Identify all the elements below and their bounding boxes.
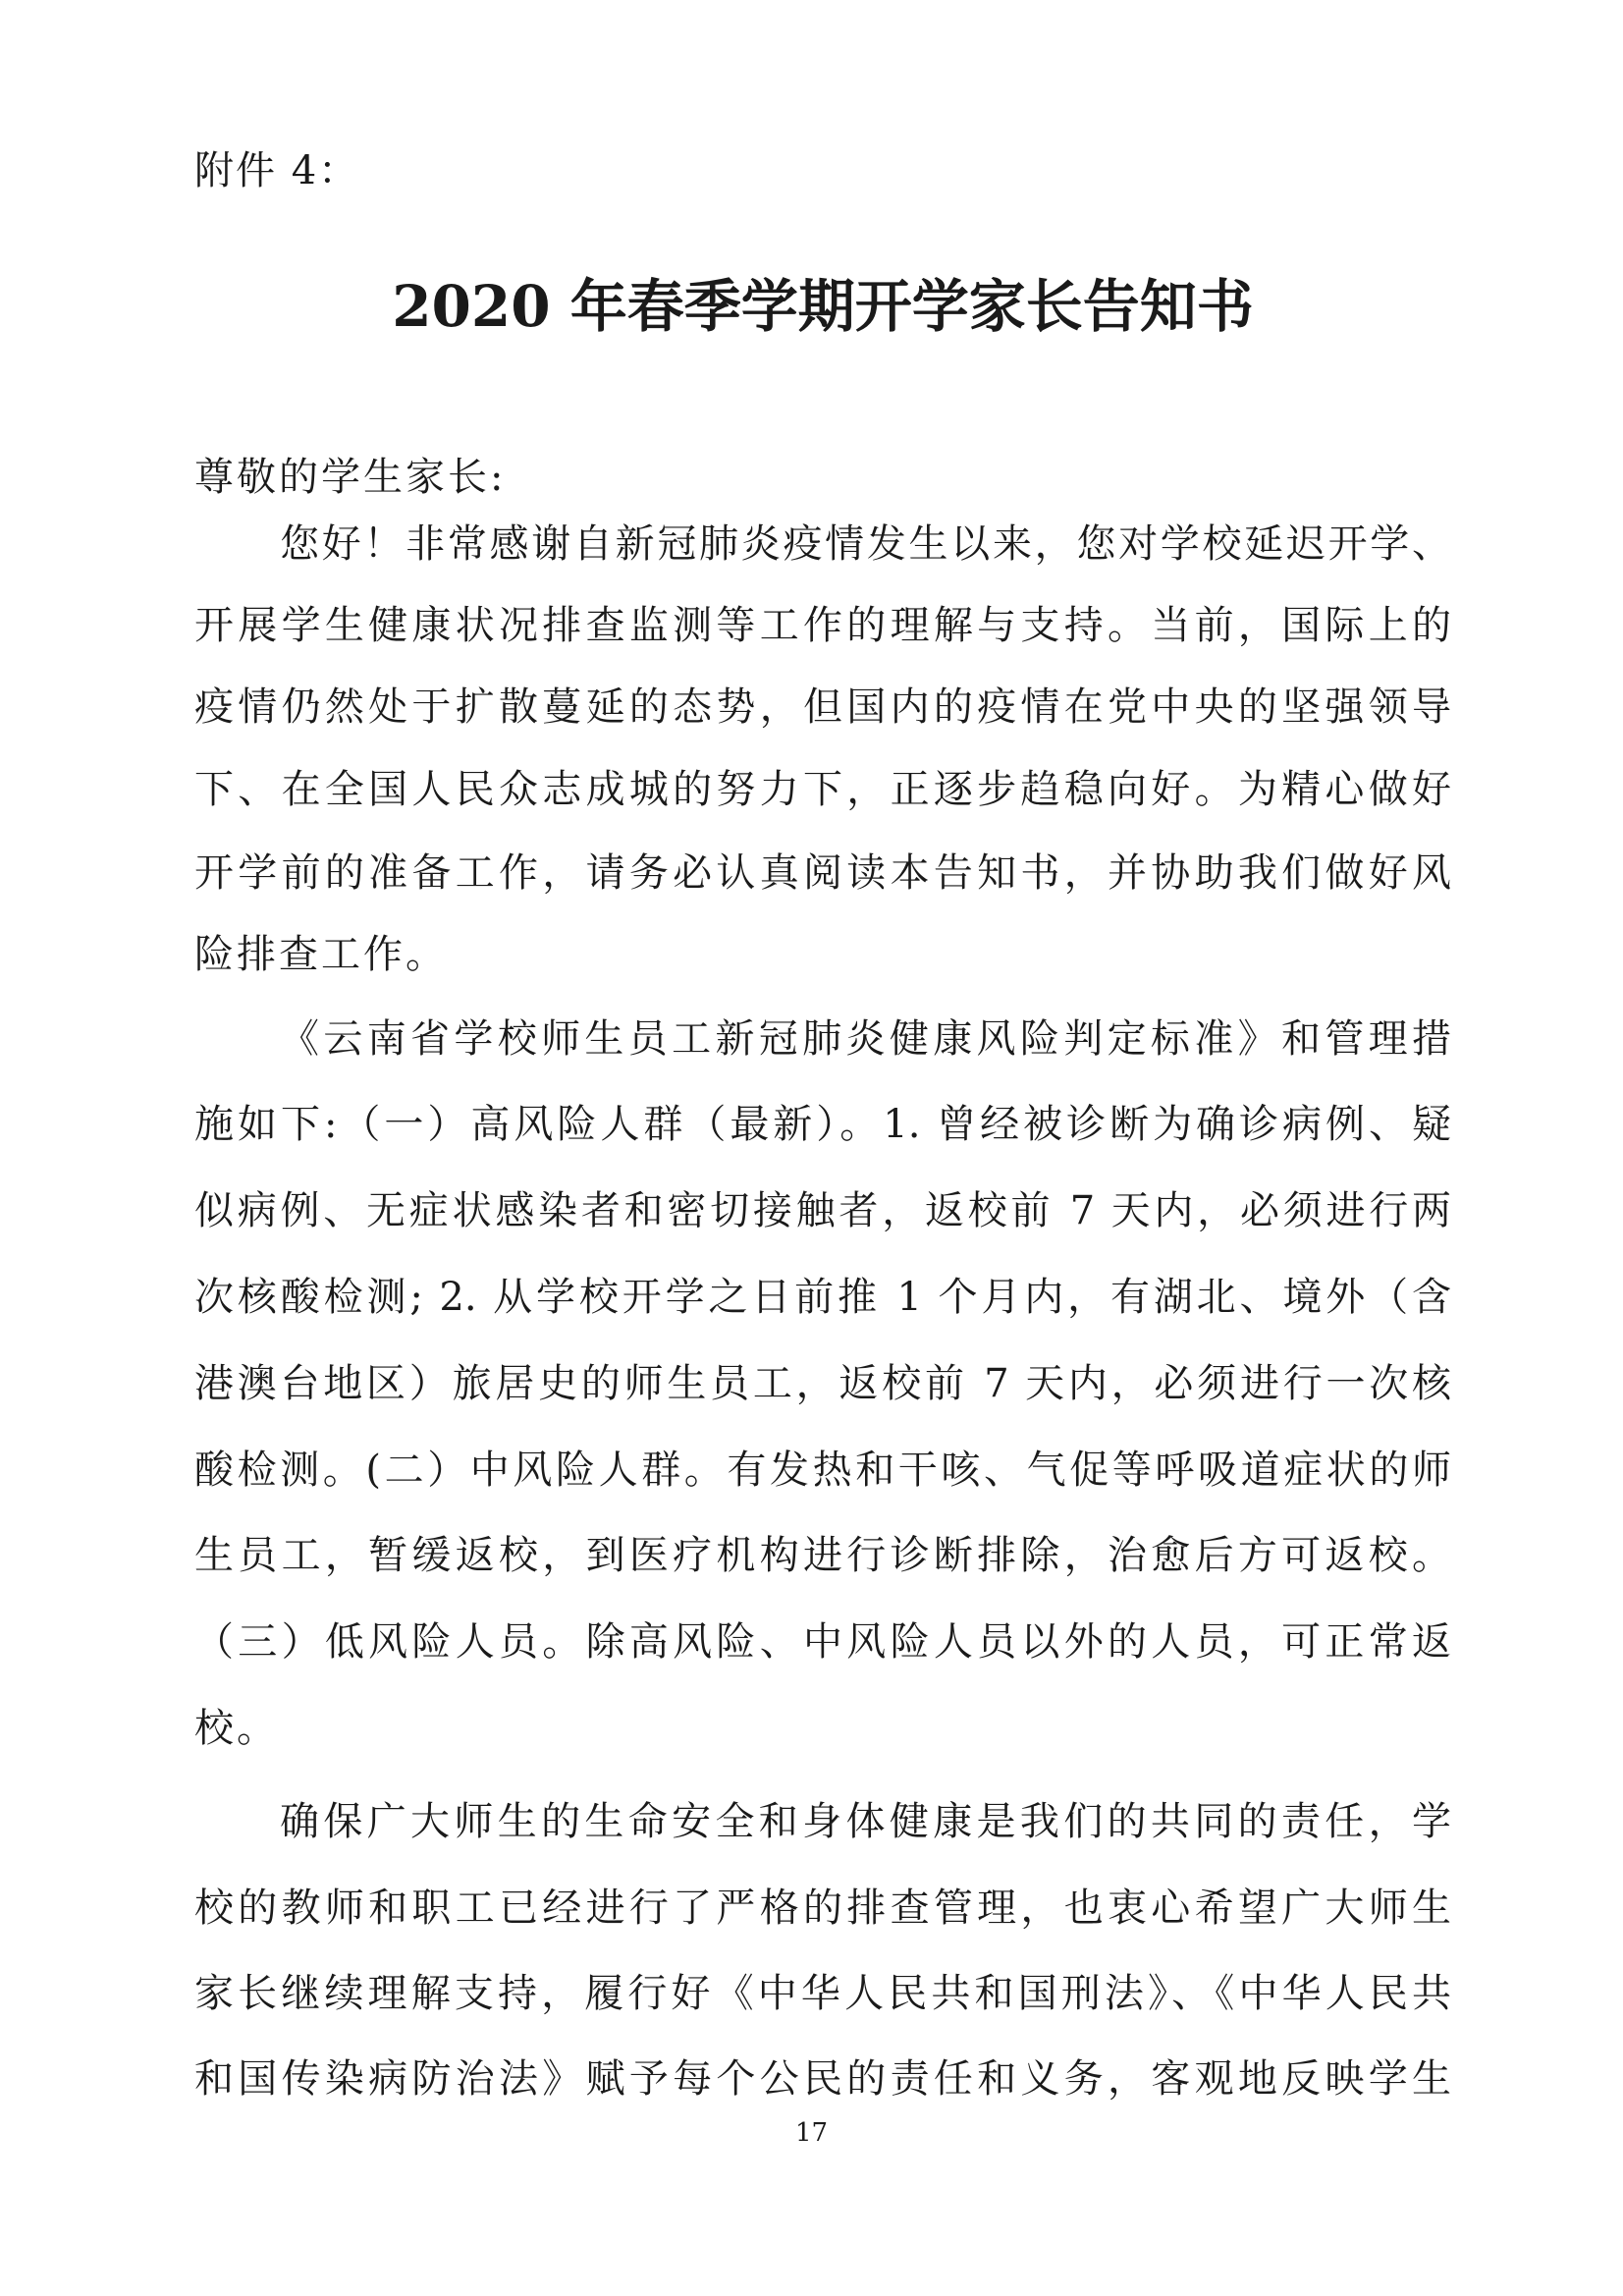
paragraph-line: 酸检测。(二）中风险人群。有发热和干咳、气促等呼吸道症状的师	[194, 1448, 1451, 1493]
paragraph-line: 施如下:（一）高风险人群（最新）。1. 曾经被诊断为确诊病例、疑	[194, 1102, 1451, 1147]
paragraph-line: （三）低风险人员。除高风险、中风险人员以外的人员，可正常返	[194, 1619, 1451, 1665]
paragraph-line: 开学前的准备工作，请务必认真阅读本告知书，并协助我们做好风	[194, 850, 1451, 896]
paragraph-line: 家长继续理解支持，履行好《中华人民共和国刑法》、《中华人民共	[194, 1971, 1451, 2016]
paragraph-line: 开展学生健康状况排查监测等工作的理解与支持。当前，国际上的	[194, 603, 1451, 648]
page-number: 17	[794, 2118, 829, 2148]
paragraph-line: 似病例、无症状感染者和密切接触者，返校前 7 天内，必须进行两	[194, 1188, 1451, 1233]
paragraph-line: 您好！非常感谢自新冠肺炎疫情发生以来，您对学校延迟开学、	[280, 521, 1451, 567]
paragraph-line: 疫情仍然处于扩散蔓延的态势，但国内的疫情在党中央的坚强领导	[194, 684, 1451, 730]
paragraph-line: 校。	[194, 1706, 279, 1751]
paragraph-line: 《云南省学校师生员工新冠肺炎健康风险判定标准》和管理措	[280, 1016, 1451, 1062]
document-title: 2020 年春季学期开学家长告知书	[392, 273, 1254, 340]
paragraph-line: 和国传染病防治法》赋予每个公民的责任和义务，客观地反映学生	[194, 2056, 1451, 2102]
paragraph-line: 港澳台地区）旅居史的师生员工，返校前 7 天内，必须进行一次核	[194, 1361, 1451, 1406]
paragraph-line: 下、在全国人民众志成城的努力下，正逐步趋稳向好。为精心做好	[194, 767, 1451, 812]
attachment-label: 附件 4：	[194, 148, 360, 193]
paragraph-line: 险排查工作。	[194, 932, 448, 977]
greeting: 尊敬的学生家长:	[194, 455, 507, 500]
paragraph-line: 校的教师和职工已经进行了严格的排查管理，也衷心希望广大师生	[194, 1886, 1451, 1931]
paragraph-line: 生员工，暂缓返校，到医疗机构进行诊断排除，治愈后方可返校。	[194, 1533, 1451, 1578]
paragraph-line: 确保广大师生的生命安全和身体健康是我们的共同的责任，学	[280, 1799, 1451, 1844]
paragraph-line: 次核酸检测; 2. 从学校开学之日前推 1 个月内，有湖北、境外（含	[194, 1275, 1451, 1320]
